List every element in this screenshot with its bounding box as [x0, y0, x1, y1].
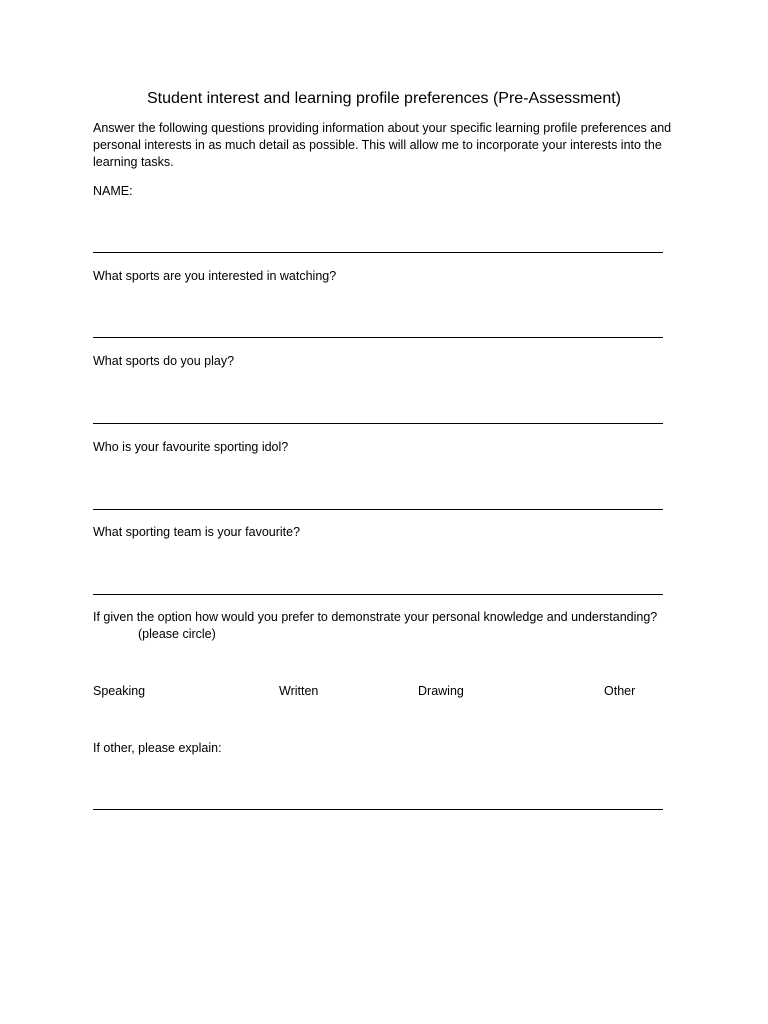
option-written[interactable]: Written [279, 684, 319, 698]
name-label: NAME: [93, 184, 133, 198]
question-demonstrate-preference: If given the option how would you prefer to demonstrate your personal knowledge and understanding? [93, 610, 658, 624]
option-other[interactable]: Other [604, 684, 636, 698]
other-explain-answer-line[interactable] [93, 809, 663, 810]
sporting-idol-answer-line[interactable] [93, 509, 663, 510]
sporting-team-answer-line[interactable] [93, 594, 663, 595]
option-drawing[interactable]: Drawing [418, 684, 464, 698]
question-sports-play: What sports do you play? [93, 354, 235, 368]
question-sports-watching: What sports are you interested in watching? [93, 269, 337, 283]
question-sporting-team: What sporting team is your favourite? [93, 525, 301, 539]
sports-play-answer-line[interactable] [93, 423, 663, 424]
name-answer-line[interactable] [93, 252, 663, 253]
page-title: Student interest and learning profile preferences (Pre-Assessment) [146, 90, 621, 107]
sports-watching-answer-line[interactable] [93, 337, 663, 338]
option-speaking[interactable]: Speaking [93, 684, 146, 698]
intro-paragraph: Answer the following questions providing information about your specific learning profile preferences and personal interests in as much detail as possible. This will allow me to incorporate your interests into the learning tasks. [93, 121, 672, 169]
other-explain-label: If other, please explain: [93, 741, 222, 755]
circle-instruction: (please circle) [138, 627, 216, 641]
question-sporting-idol: Who is your favourite sporting idol? [93, 440, 289, 454]
